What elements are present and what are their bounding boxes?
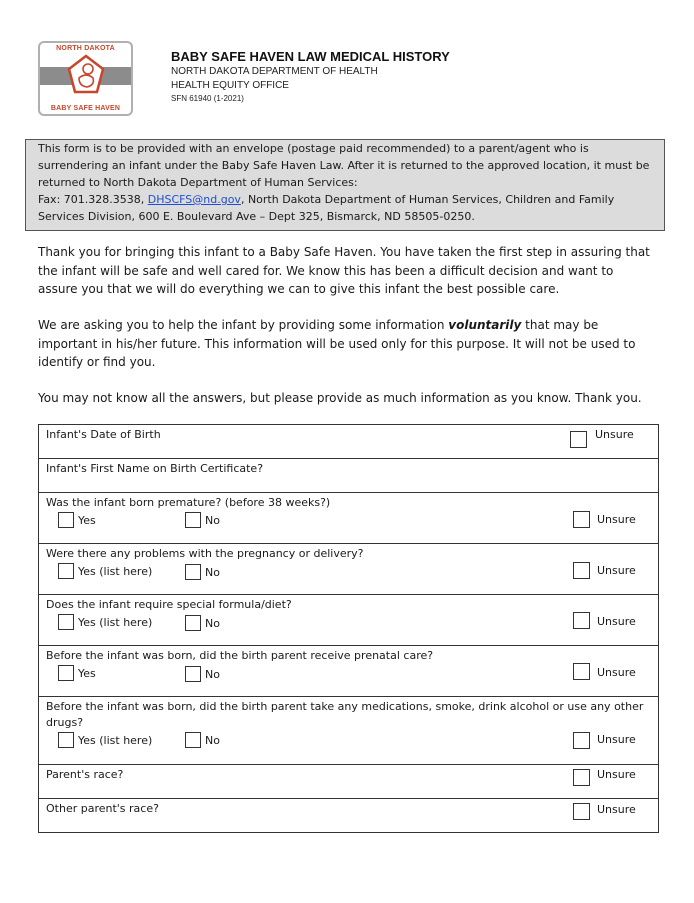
notice-line: surrendering an infant under the Baby Safe Haven Law. After it is returned to the approved location, it must be [38,159,650,172]
logo-top-text: NORTH DAKOTA [56,45,115,52]
notice-line: Services Division, 600 E. Boulevard Ave – Dept 325, Bismarck, ND 58505-0250. [38,210,475,223]
baby-icon [67,54,105,96]
unsure-checkbox[interactable] [573,612,590,629]
notice-line: returned to North Dakota Department of Human Services: [38,176,358,189]
form-number: SFN 61940 (1-2021) [171,94,244,103]
yes-option[interactable]: Yes [58,665,96,681]
yes-checkbox[interactable] [58,512,74,528]
unsure-label: Unsure [597,768,636,781]
no-checkbox[interactable] [185,512,201,528]
no-checkbox[interactable] [185,732,201,748]
form-title: BABY SAFE HAVEN LAW MEDICAL HISTORY [171,49,450,64]
question-label: Before the infant was born, did the birth parent take any medications, smoke, drink alcohol or use any other [46,700,644,713]
email-link[interactable]: DHSCFS@nd.gov [147,193,241,206]
notice-line: This form is to be provided with an envelope (postage paid recommended) to a parent/agent who is [38,142,589,155]
no-option[interactable]: No [185,666,220,682]
yes-list-option[interactable]: Yes (list here) [58,563,152,579]
address-text: , North Dakota Department of Human Services, Children and Family [240,193,615,206]
row-parent-race [39,765,658,799]
medical-history-form [38,424,659,833]
no-checkbox[interactable] [185,564,201,580]
question-label: Other parent's race? [46,802,159,815]
unsure-checkbox[interactable] [573,732,590,749]
fax-text: Fax: 701.328.3538, [38,193,148,206]
row-pregnancy-problems [39,544,658,595]
unsure-checkbox[interactable] [573,511,590,528]
question-label: Infant's Date of Birth [46,428,161,441]
row-premature [39,493,658,544]
unsure-checkbox[interactable] [573,803,590,820]
yes-checkbox[interactable] [58,614,74,630]
unsure-label: Unsure [597,733,636,746]
yes-list-option[interactable]: Yes (list here) [58,614,152,630]
no-option[interactable]: No [185,564,220,580]
unsure-label: Unsure [597,666,636,679]
question-label: Were there any problems with the pregnancy or delivery? [46,547,364,560]
question-label: Does the infant require special formula/diet? [46,598,292,611]
yes-checkbox[interactable] [58,732,74,748]
yes-checkbox[interactable] [58,563,74,579]
row-prenatal-care [39,646,658,697]
notice-line [38,191,664,208]
row-other-parent-race [39,799,658,833]
unsure-checkbox[interactable] [573,769,590,786]
intro-paragraph-3: You may not know all the answers, but please provide as much information as you know. Thank you. [38,391,642,405]
unsure-checkbox[interactable] [573,562,590,579]
unsure-checkbox[interactable] [573,663,590,680]
intro-paragraph-2: We are asking you to help the infant by providing some information voluntarily that may be important in his/her future. This information will be used only for this purpose. It will not be used to identify or find you. [38,318,636,369]
office-name: HEALTH EQUITY OFFICE [171,80,289,91]
unsure-label: Unsure [597,615,636,628]
question-label: Infant's First Name on Birth Certificate? [46,462,264,475]
yes-list-option[interactable]: Yes (list here) [58,732,152,748]
no-checkbox[interactable] [185,615,201,631]
row-medications [39,697,658,765]
question-label: Parent's race? [46,768,124,781]
unsure-label: Unsure [597,564,636,577]
unsure-label: Unsure [597,513,636,526]
no-option[interactable]: No [185,732,220,748]
department-name: NORTH DAKOTA DEPARTMENT OF HEALTH [171,66,378,77]
question-label: Was the infant born premature? (before 38 weeks?) [46,496,331,509]
instruction-box [25,139,665,231]
row-date-of-birth [39,425,658,459]
yes-option[interactable]: Yes [58,512,96,528]
no-option[interactable]: No [185,615,220,631]
intro-paragraph-1: Thank you for bringing this infant to a Baby Safe Haven. You have taken the first step in assuring that the infant will be safe and well cared for. We know this has been a difficult decision and want to assure you that we will do everything we can to give this infant the best possible care. [38,245,650,296]
unsure-label: Unsure [595,428,634,441]
emphasis-voluntarily: voluntarily [448,318,522,332]
question-label-continued: drugs? [46,716,84,729]
logo-bottom-text: BABY SAFE HAVEN [50,105,121,112]
yes-checkbox[interactable] [58,665,74,681]
baby-safe-haven-logo [38,41,133,116]
question-label: Before the infant was born, did the birth parent receive prenatal care? [46,649,434,662]
no-option[interactable]: No [185,512,220,528]
unsure-label: Unsure [597,803,636,816]
row-first-name [39,459,658,493]
no-checkbox[interactable] [185,666,201,682]
row-special-formula [39,595,658,646]
unsure-checkbox[interactable] [570,431,587,448]
